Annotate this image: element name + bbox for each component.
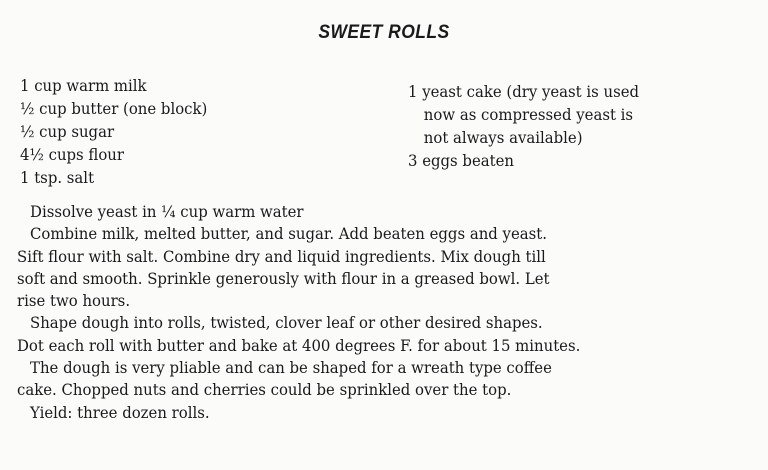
ingredient-item-continuation: not always available) (423, 128, 583, 147)
recipe-title: SWEET ROLLS (318, 22, 450, 43)
ingredient-item: 4½ cups flour (20, 145, 125, 164)
instruction-line: rise two hours. (17, 291, 131, 311)
ingredient-item: 1 yeast cake (dry yeast is used (408, 82, 640, 101)
ingredient-item: ½ cup sugar (20, 122, 115, 141)
instruction-line: The dough is very pliable and can be shaped for a wreath type coffee (30, 358, 552, 378)
yield-line: Yield: three dozen rolls. (30, 402, 210, 422)
ingredient-item-continuation: now as compressed yeast is (423, 105, 634, 124)
instruction-line: Shape dough into rolls, twisted, clover leaf or other desired shapes. (30, 313, 543, 333)
ingredient-item: 3 eggs beaten (408, 151, 514, 170)
ingredients-left-column (20, 74, 207, 189)
instructions (17, 201, 742, 424)
instruction-line: cake. Chopped nuts and cherries could be sprinkled over the top. (17, 380, 512, 400)
ingredient-item: ½ cup butter (one block) (20, 99, 208, 118)
ingredient-item: 1 tsp. salt (20, 168, 95, 187)
instruction-line: soft and smooth. Sprinkle generously with flour in a greased bowl. Let (17, 268, 550, 288)
instruction-line: Dissolve yeast in ¼ cup warm water (30, 202, 304, 221)
ingredient-item: 1 cup warm milk (20, 76, 147, 95)
instruction-line: Sift flour with salt. Combine dry and liquid ingredients. Mix dough till (17, 246, 546, 266)
instruction-line: Combine milk, melted butter, and sugar. Add beaten eggs and yeast. (30, 224, 547, 244)
instruction-line: Dot each roll with butter and bake at 400 degrees F. for about 15 minutes. (17, 335, 581, 355)
ingredients-right-column (408, 80, 639, 172)
